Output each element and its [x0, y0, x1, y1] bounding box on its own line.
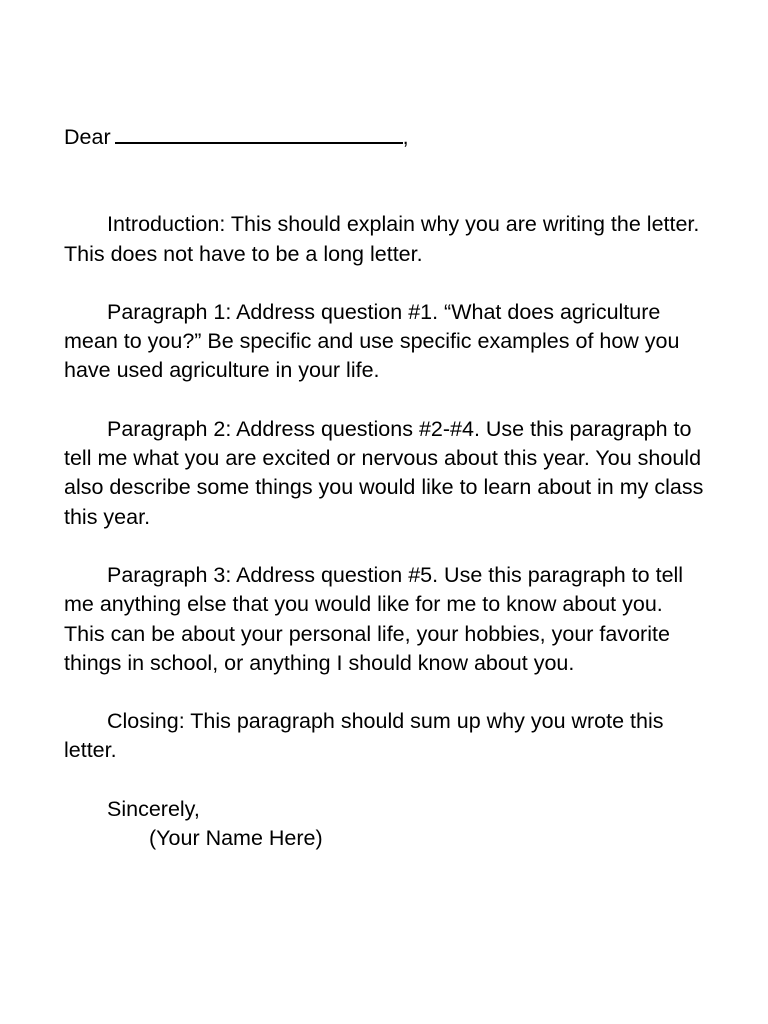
salutation-comma: ,: [402, 125, 409, 149]
signoff-name: (Your Name Here): [149, 826, 323, 851]
signoff-word: Sincerely,: [107, 796, 200, 821]
letter-template: [64, 123, 704, 853]
spacer: [64, 269, 704, 298]
paragraph-1: Paragraph 1: Address question #1. “What does agriculture mean to you?” Be specific and use specific examples of how you have used agriculture in your life.: [64, 299, 680, 383]
spacer: [64, 152, 704, 210]
closing-paragraph: Closing: This paragraph should sum up why you wrote this letter.: [64, 709, 664, 763]
salutation-word: Dear: [64, 125, 111, 149]
introduction-paragraph: Introduction: This should explain why you are writing the letter. This does not have to be a long letter.: [64, 212, 700, 266]
recipient-blank-line: [115, 124, 403, 144]
paragraph-3: Paragraph 3: Address question #5. Use this paragraph to tell me anything else that you would like for me to know about you. This can be about your personal life, your hobbies, your favorite things in school, or anything I should know about you.: [64, 562, 684, 675]
paragraph-2: Paragraph 2: Address questions #2-#4. Use this paragraph to tell me what you are excited or nervous about this year. You should also describe some things you would like to learn about in my class this year.: [64, 416, 704, 529]
spacer: [64, 532, 704, 561]
spacer: [64, 386, 704, 415]
spacer: [64, 766, 704, 795]
spacer: [64, 678, 704, 707]
salutation-line: [64, 123, 704, 152]
